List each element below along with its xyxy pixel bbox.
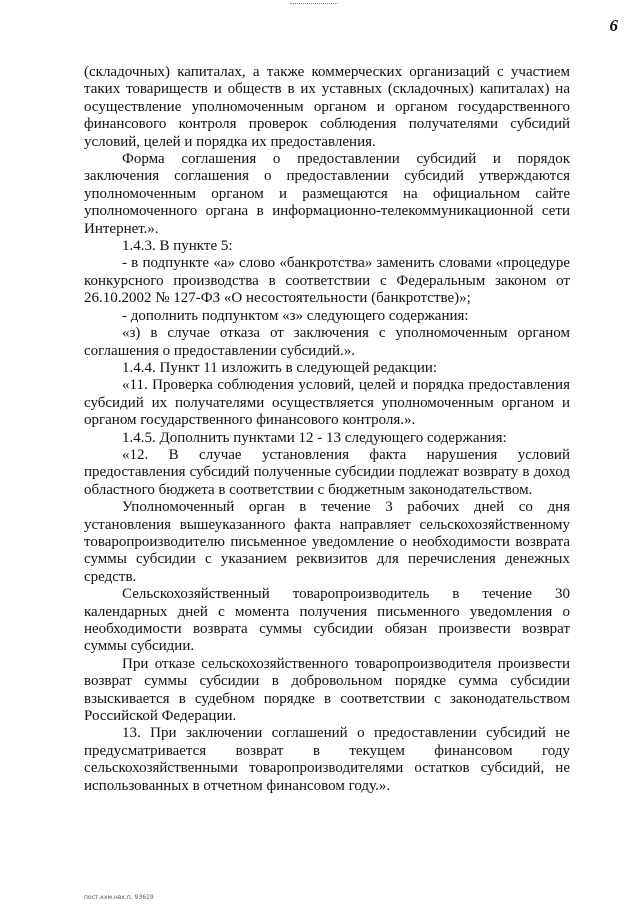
footer-stamp: пост.кхм.нвх.п. 93619 <box>84 894 154 901</box>
page-number: 6 <box>609 16 618 35</box>
paragraph-12: Сельскохозяйственный товаропроизводитель в течение 30 календарных дней с момента получения письменного уведомления о необходимости возврата суммы субсидии обязан произвести возврат суммы субсидии. <box>84 586 570 655</box>
document-body <box>84 64 570 795</box>
scan-artifact <box>290 3 338 8</box>
paragraph-8: «11. Проверка соблюдения условий, целей и порядка предоставления субсидий их получателями осуществляется уполномоченным органом и органом государственного финансового контроля.». <box>84 377 570 429</box>
paragraph-4: - в подпункте «а» слово «банкротства» заменить словами «процедуре конкурсного производства в соответствии с Федеральным законом от 26.10.2002 № 127-ФЗ «О несостоятельности (банкротстве)»; <box>84 255 570 307</box>
paragraph-10: «12. В случае установления факта нарушения условий предоставления субсидий полученные субсидии подлежат возврату в доход областного бюджета в соответствии с бюджетным законодательством. <box>84 446 570 498</box>
paragraph-7: 1.4.4. Пункт 11 изложить в следующей редакции: <box>122 359 438 376</box>
paragraph-6: «з) в случае отказа от заключения с уполномоченным органом соглашения о предоставлении субсидий.». <box>84 325 570 359</box>
paragraph-2: Форма соглашения о предоставлении субсидий и порядок заключения соглашения о предоставлении субсидий утверждаются уполномоченным органом и размещаются на официальном сайте уполномоченного органа в информационно-телекоммуникационной сети Интернет.». <box>84 151 570 237</box>
paragraph-1: (складочных) капиталах, а также коммерческих организаций с участием таких товариществ и обществ в их уставных (складочных) капиталах) на осуществление уполномоченным органом и органом государственного финансового контроля проверок соблюдения получателями субсидий условий, целей и порядка их предоставления. <box>84 64 570 150</box>
paragraph-13: При отказе сельскохозяйственного товаропроизводителя произвести возврат суммы субсидии в добровольном порядке сумма субсидии взыскивается в судебном порядке в соответствии с законодательством Российской Федерации. <box>84 655 570 725</box>
paragraph-11: Уполномоченный орган в течение 3 рабочих дней со дня установления вышеуказанного факта направляет сельскохозяйственному товаропроизводителю письменное уведомление о необходимости возврата суммы субсидии с указанием реквизитов для перечисления денежных средств. <box>84 499 570 585</box>
paragraph-5: - дополнить подпунктом «з» следующего содержания: <box>122 307 469 324</box>
paragraph-14: 13. При заключении соглашений о предоставлении субсидий не предусматривается возврат в текущем финансовом году сельскохозяйственными товаропроизводителями остатков субсидий, не использованных в отчетном финансовом году.». <box>84 725 570 794</box>
paragraph-9: 1.4.5. Дополнить пунктами 12 - 13 следующего содержания: <box>122 429 507 446</box>
paragraph-3: 1.4.3. В пункте 5: <box>122 238 233 255</box>
